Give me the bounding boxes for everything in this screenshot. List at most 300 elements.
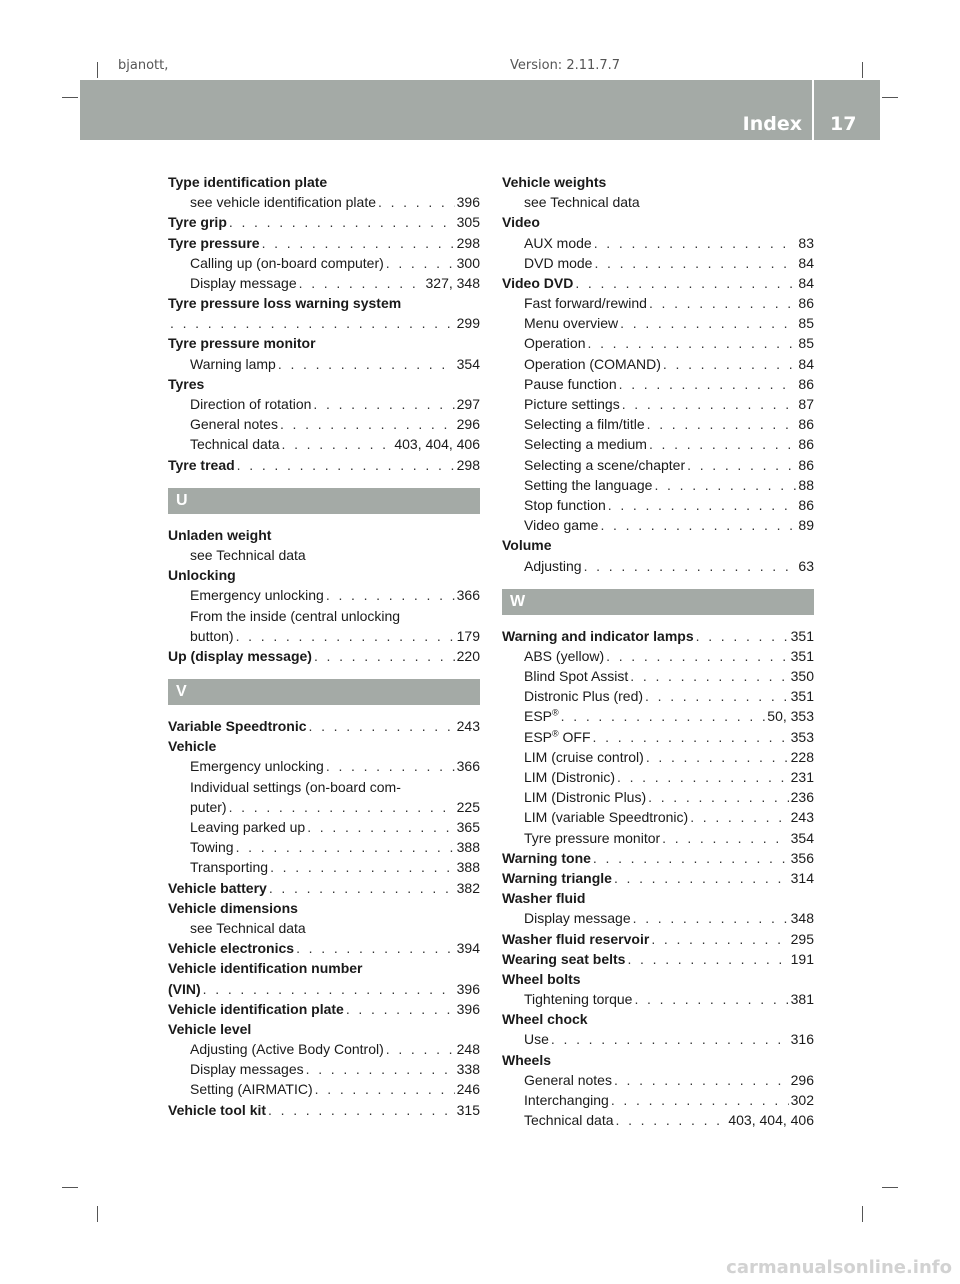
page-reference: 191	[790, 950, 814, 967]
entry-label: Warning tone	[502, 849, 591, 866]
crop-mark	[882, 1187, 898, 1188]
dot-leader	[561, 706, 766, 726]
page-reference: 225	[456, 798, 480, 815]
entry-text	[190, 797, 227, 817]
entry-text	[524, 313, 618, 333]
entry-text	[168, 333, 316, 353]
index-entry	[168, 334, 480, 354]
entry-label: LIM (Distronic)	[524, 769, 616, 786]
index-subentry	[502, 414, 814, 434]
entry-text	[524, 807, 688, 827]
dot-leader	[630, 666, 788, 686]
entry-label: LIM (cruise control)	[524, 748, 644, 765]
entry-text	[190, 857, 268, 877]
page-reference: 84	[798, 254, 814, 271]
entry-label: Selecting a medium	[524, 436, 647, 453]
entry-label: From the inside (central unlocking	[190, 607, 401, 624]
index-subentry	[168, 918, 480, 938]
page-reference: 298	[456, 234, 480, 251]
entry-label: ABS (yellow)	[524, 647, 605, 664]
entry-text	[190, 545, 306, 565]
header-separator	[812, 80, 814, 140]
page-reference: 296	[456, 416, 480, 433]
index-subentry	[502, 495, 814, 515]
entry-text	[524, 354, 661, 374]
page-reference: 298	[456, 456, 480, 473]
dot-leader	[614, 868, 789, 888]
entry-text	[524, 747, 644, 767]
page-title: Index	[742, 113, 802, 135]
crop-mark	[62, 1187, 78, 1188]
dot-leader	[617, 767, 789, 787]
page-reference: 314	[790, 869, 814, 886]
page-reference: 179	[456, 627, 480, 644]
dot-leader	[309, 716, 455, 736]
entry-label: Operation (COMAND)	[524, 355, 661, 372]
page-reference: 394	[456, 940, 480, 957]
page-reference: 305	[456, 214, 480, 231]
page-reference: 315	[456, 1101, 480, 1118]
entry-label: Technical data	[524, 1112, 614, 1129]
entry-text	[524, 666, 628, 686]
index-subentry	[168, 1059, 480, 1079]
dot-leader	[170, 313, 455, 333]
entry-label: Picture settings	[524, 396, 620, 413]
index-subentry	[168, 1039, 480, 1059]
page-reference: 354	[456, 355, 480, 372]
entry-text	[524, 908, 631, 928]
dot-leader	[594, 233, 797, 253]
entry-label: Vehicle dimensions	[168, 899, 298, 916]
index-entry	[168, 898, 480, 918]
page-reference: 381	[790, 991, 814, 1008]
entry-label: Washer fluid reservoir	[502, 930, 650, 947]
entry-label: Tightening torque	[524, 991, 633, 1008]
index-subentry	[502, 354, 814, 374]
page-reference: 356	[790, 849, 814, 866]
index-entry	[168, 1019, 480, 1039]
entry-text	[524, 333, 585, 353]
index-subentry	[502, 707, 814, 727]
index-entry	[502, 929, 814, 949]
index-subentry	[502, 727, 814, 747]
entry-label: see vehicle identification plate	[190, 194, 377, 211]
dot-leader	[229, 797, 455, 817]
dot-leader	[346, 999, 455, 1019]
entry-label: Tyre grip	[168, 214, 227, 231]
entry-text	[502, 273, 573, 293]
dot-leader	[593, 727, 789, 747]
dot-leader	[296, 938, 455, 958]
page-reference: 236	[790, 789, 814, 806]
entry-label: Up (display message)	[168, 647, 312, 664]
registered-mark: ®	[552, 728, 559, 739]
index-entry	[502, 273, 814, 293]
page-reference: 231	[790, 769, 814, 786]
page-reference: 86	[798, 295, 814, 312]
dot-leader	[575, 273, 796, 293]
entry-label: ESP	[524, 708, 553, 725]
entry-label: see Technical data	[524, 194, 640, 211]
dot-leader	[690, 807, 788, 827]
entry-text	[168, 646, 312, 666]
index-entry	[502, 626, 814, 646]
dot-leader	[651, 929, 788, 949]
index-entry	[168, 938, 480, 958]
entry-text	[524, 1070, 612, 1090]
entry-text	[168, 1019, 251, 1039]
entry-text	[190, 918, 306, 938]
dot-leader	[299, 273, 424, 293]
section-heading: V	[168, 679, 480, 705]
index-entry	[502, 172, 814, 192]
dot-leader	[600, 515, 796, 535]
index-entry	[502, 212, 814, 232]
entry-label: Video	[502, 214, 540, 231]
entry-label: Vehicle tool kit	[168, 1101, 267, 1118]
index-subentry	[502, 434, 814, 454]
entry-text	[190, 434, 280, 454]
entry-text	[502, 888, 586, 908]
page-reference: 300	[456, 254, 480, 271]
entry-text	[502, 868, 612, 888]
entry-text	[190, 192, 376, 212]
dot-leader	[646, 747, 789, 767]
page-reference: 50, 353	[767, 708, 814, 725]
page-reference: 396	[456, 1000, 480, 1017]
index-subentry	[502, 1030, 814, 1050]
index-subentry	[502, 807, 814, 827]
index-subentry	[168, 626, 480, 646]
index-entry	[502, 535, 814, 555]
index-subentry	[502, 989, 814, 1009]
page-reference: 338	[456, 1061, 480, 1078]
page-reference: 87	[798, 396, 814, 413]
dot-leader	[619, 374, 797, 394]
index-subentry	[502, 233, 814, 253]
entry-label: Calling up (on-board computer)	[190, 254, 384, 271]
dot-leader	[315, 1079, 455, 1099]
index-subentry	[502, 293, 814, 313]
entry-text	[524, 727, 591, 747]
entry-label: button)	[190, 627, 234, 644]
page-reference: 396	[456, 194, 480, 211]
page-reference: 295	[790, 930, 814, 947]
page-reference: 348	[790, 910, 814, 927]
index-entry	[168, 172, 480, 192]
print-meta-right: Version: 2.11.7.7	[510, 58, 621, 73]
entry-label: Adjusting (Active Body Control)	[190, 1041, 384, 1058]
entry-label: DVD mode	[524, 254, 593, 271]
dot-leader	[594, 253, 796, 273]
entry-text	[524, 475, 652, 495]
entry-text	[168, 878, 267, 898]
index-entry	[502, 969, 814, 989]
dot-leader	[326, 756, 455, 776]
page-reference: 327, 348	[425, 274, 480, 291]
dot-leader	[620, 313, 796, 333]
index-subentry	[502, 646, 814, 666]
index-subentry	[168, 414, 480, 434]
index-subentry	[168, 545, 480, 565]
entry-text	[524, 495, 606, 515]
index-subentry	[168, 585, 480, 605]
page-reference: 86	[798, 436, 814, 453]
index-entry	[168, 313, 480, 333]
index-subentry	[168, 192, 480, 212]
entry-text	[168, 212, 227, 232]
entry-label: Wheel bolts	[502, 970, 581, 987]
dot-leader	[608, 495, 797, 515]
dot-leader	[633, 908, 789, 928]
entry-label: Tyres	[168, 375, 205, 392]
entry-text	[190, 253, 384, 273]
index-subentry	[502, 1070, 814, 1090]
index-entry	[168, 716, 480, 736]
entry-text	[502, 535, 552, 555]
dot-leader	[280, 414, 455, 434]
entry-text	[190, 414, 278, 434]
page-reference: 243	[790, 809, 814, 826]
entry-label: Tyre pressure monitor	[524, 829, 661, 846]
entry-text	[502, 1009, 588, 1029]
index-subentry	[502, 192, 814, 212]
index-subentry	[168, 757, 480, 777]
dot-leader	[314, 646, 455, 666]
index-subentry	[502, 686, 814, 706]
dot-leader	[614, 1070, 789, 1090]
index-entry	[502, 949, 814, 969]
entry-label: Type identification plate	[168, 173, 328, 190]
page-number: 17	[830, 113, 857, 135]
entry-label: Washer fluid	[502, 890, 586, 907]
entry-label: Wearing seat belts	[502, 950, 626, 967]
entry-label: Interchanging	[524, 1092, 609, 1109]
page-reference: 243	[456, 718, 480, 735]
dot-leader	[326, 585, 455, 605]
page-reference: 84	[798, 355, 814, 372]
entry-text	[190, 606, 400, 626]
dot-leader	[616, 1110, 727, 1130]
dot-leader	[386, 253, 455, 273]
dot-leader	[378, 192, 455, 212]
dot-leader	[236, 626, 455, 646]
index-entry	[502, 1050, 814, 1070]
print-meta-left: bjanott,	[118, 58, 169, 73]
entry-text	[524, 767, 615, 787]
index-entry	[502, 888, 814, 908]
entry-text	[168, 525, 271, 545]
entry-text	[168, 565, 236, 585]
index-entry	[168, 525, 480, 545]
entry-label: Emergency unlocking	[190, 758, 324, 775]
entry-label: Variable Speedtronic	[168, 718, 307, 735]
dot-leader	[645, 686, 789, 706]
index-subentry	[168, 273, 480, 293]
page-reference: 86	[798, 375, 814, 392]
index-subentry	[502, 787, 814, 807]
entry-label: Adjusting	[524, 557, 582, 574]
entry-text	[524, 515, 598, 535]
entry-label: LIM (Distronic Plus)	[524, 789, 647, 806]
index-entry	[168, 374, 480, 394]
dot-leader	[229, 212, 455, 232]
index-entry	[502, 848, 814, 868]
entry-text	[524, 828, 660, 848]
entry-label: Selecting a film/title	[524, 416, 645, 433]
page-reference: 351	[790, 688, 814, 705]
index-subentry	[168, 777, 480, 797]
dot-leader	[622, 394, 797, 414]
page-reference: 86	[798, 416, 814, 433]
index-subentry	[168, 1080, 480, 1100]
index-subentry	[502, 666, 814, 686]
page-reference: 85	[798, 315, 814, 332]
page-reference: 350	[790, 668, 814, 685]
page-reference: 86	[798, 496, 814, 513]
entry-text	[502, 212, 540, 232]
dot-leader	[203, 979, 455, 999]
entry-label: Transporting	[190, 859, 269, 876]
page-reference: 388	[456, 859, 480, 876]
index-subentry	[502, 374, 814, 394]
index-entry	[168, 736, 480, 756]
index-subentry	[502, 394, 814, 414]
entry-text	[190, 354, 276, 374]
dot-leader	[278, 354, 455, 374]
page-reference: 299	[456, 315, 480, 332]
page-reference: 246	[456, 1081, 480, 1098]
dot-leader	[634, 989, 788, 1009]
entry-text	[190, 837, 234, 857]
page-reference: 403, 404, 406	[394, 436, 480, 453]
entry-label: see Technical data	[190, 546, 306, 563]
entry-text	[502, 949, 625, 969]
entry-text	[190, 1039, 384, 1059]
entry-label: Warning lamp	[190, 355, 276, 372]
entry-label: Fast forward/rewind	[524, 295, 647, 312]
dot-leader	[386, 1039, 455, 1059]
crop-mark	[862, 62, 863, 78]
entry-text	[524, 293, 647, 313]
page-reference: 351	[790, 627, 814, 644]
entry-label: Selecting a scene/chapter	[524, 456, 686, 473]
entry-label: Vehicle electronics	[168, 940, 295, 957]
page-reference: 388	[456, 839, 480, 856]
index-subentry	[502, 828, 814, 848]
entry-label: ESP	[524, 728, 553, 745]
index-entry	[168, 212, 480, 232]
entry-text	[190, 626, 234, 646]
index-column-left	[168, 172, 480, 1120]
entry-text	[524, 1029, 549, 1049]
page-reference: 63	[798, 557, 814, 574]
dot-leader	[584, 556, 797, 576]
index-subentry	[502, 747, 814, 767]
entry-label: General notes	[190, 416, 278, 433]
page-reference: 302	[790, 1092, 814, 1109]
index-subentry	[502, 253, 814, 273]
index-subentry	[502, 515, 814, 535]
index-entry	[168, 979, 480, 999]
entry-text	[168, 736, 216, 756]
entry-text	[168, 716, 307, 736]
dot-leader	[268, 1100, 455, 1120]
crop-mark	[97, 1206, 98, 1222]
dot-leader	[606, 646, 789, 666]
entry-label: Towing	[190, 839, 234, 856]
entry-label: Warning and indicator lamps	[502, 627, 694, 644]
crop-mark	[882, 97, 898, 98]
entry-text	[168, 938, 294, 958]
index-subentry	[502, 313, 814, 333]
entry-label: Individual settings (on-board com-	[190, 778, 401, 795]
page-reference: 85	[798, 335, 814, 352]
page-reference: 353	[790, 728, 814, 745]
index-subentry	[502, 1090, 814, 1110]
entry-text	[168, 293, 401, 313]
page-reference: 296	[790, 1071, 814, 1088]
entry-label: Setting the language	[524, 476, 653, 493]
entry-label: Emergency unlocking	[190, 587, 324, 604]
page-reference: 84	[798, 274, 814, 291]
page-reference: 316	[790, 1031, 814, 1048]
entry-text	[524, 686, 643, 706]
entry-label: Tyre pressure monitor	[168, 335, 316, 352]
index-subentry	[168, 394, 480, 414]
page-reference: 366	[456, 758, 480, 775]
entry-text	[168, 172, 327, 192]
entry-label: Leaving parked up	[190, 819, 306, 836]
entry-label: AUX mode	[524, 234, 592, 251]
entry-label: Display messages	[190, 1061, 304, 1078]
dot-leader	[654, 475, 796, 495]
entry-text	[190, 817, 305, 837]
page-reference: 228	[790, 748, 814, 765]
entry-text	[168, 374, 204, 394]
entry-label: Video game	[524, 517, 599, 534]
entry-text	[168, 233, 260, 253]
entry-text	[502, 848, 591, 868]
entry-label: LIM (variable Speedtronic)	[524, 809, 689, 826]
index-subentry	[502, 1110, 814, 1130]
dot-leader	[587, 333, 796, 353]
entry-text	[168, 455, 235, 475]
entry-label: puter)	[190, 798, 227, 815]
index-entry	[168, 958, 480, 978]
entry-label: Operation	[524, 335, 586, 352]
dot-leader	[313, 394, 454, 414]
entry-label: Vehicle level	[168, 1020, 252, 1037]
index-subentry	[168, 797, 480, 817]
entry-label: Setting (AIRMATIC)	[190, 1081, 313, 1098]
section-heading: U	[168, 488, 480, 514]
index-entry	[168, 646, 480, 666]
entry-text	[190, 777, 401, 797]
dot-leader	[649, 293, 796, 313]
watermark: carmanualsonline.info	[726, 1257, 952, 1278]
index-subentry	[168, 434, 480, 454]
entry-label: (VIN)	[168, 980, 201, 997]
page-reference: 248	[456, 1041, 480, 1058]
page-reference: 89	[798, 517, 814, 534]
page-reference: 403, 404, 406	[728, 1112, 814, 1129]
page-reference: 83	[798, 234, 814, 251]
entry-text	[524, 414, 645, 434]
entry-text	[502, 969, 581, 989]
entry-label: see Technical data	[190, 919, 306, 936]
entry-text	[190, 273, 297, 293]
